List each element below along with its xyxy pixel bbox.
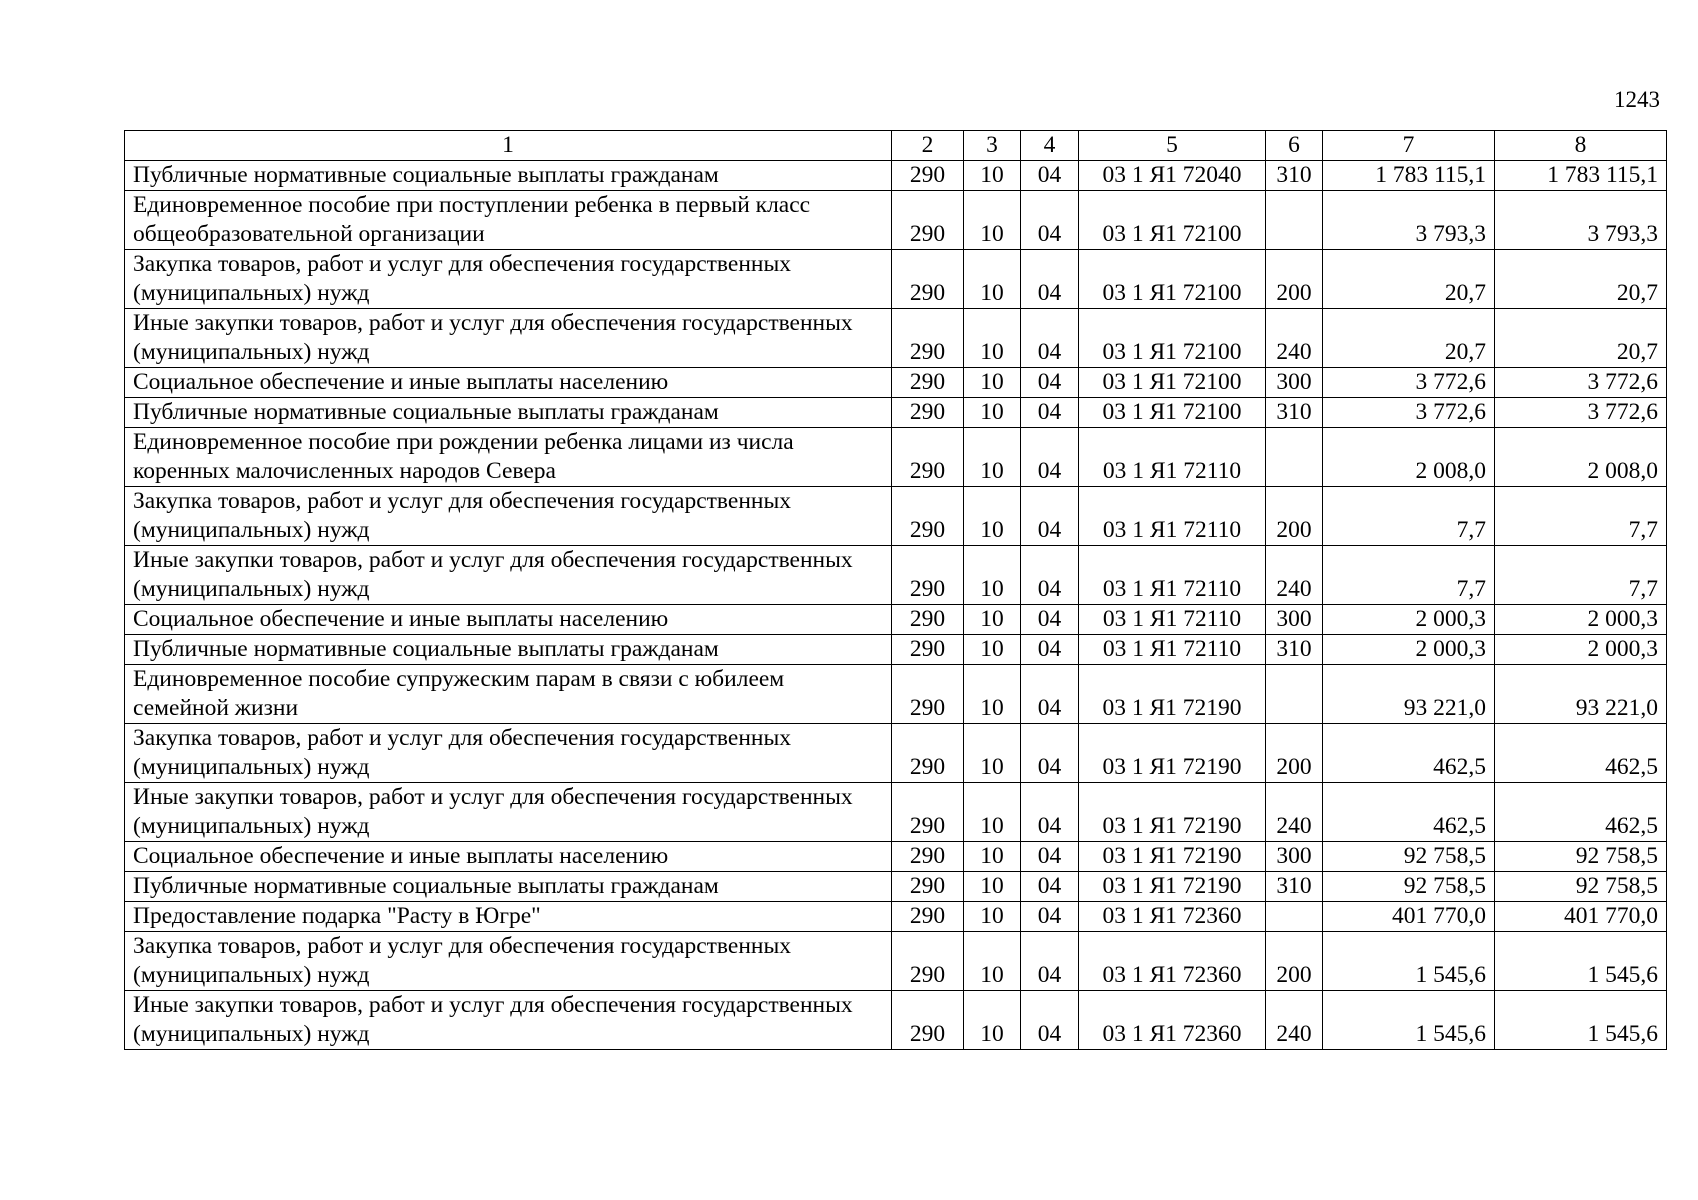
amount-cell: 3 772,6 — [1495, 398, 1667, 428]
subsection-cell: 04 — [1021, 309, 1079, 368]
name-cell: Иные закупки товаров, работ и услуг для обеспечения государственных (муниципальных) нужд — [125, 546, 892, 605]
name-cell: Закупка товаров, работ и услуг для обеспечения государственных (муниципальных) нужд — [125, 250, 892, 309]
budget-table — [124, 130, 1667, 1050]
admin-code-cell: 290 — [892, 250, 964, 309]
page-number: 1243 — [1614, 87, 1660, 112]
target-article-cell: 03 1 Я1 72360 — [1079, 932, 1266, 991]
target-article-cell: 03 1 Я1 72040 — [1079, 161, 1266, 191]
amount-cell: 2 008,0 — [1495, 428, 1667, 487]
expense-type-cell: 240 — [1266, 991, 1323, 1050]
name-cell: Публичные нормативные социальные выплаты гражданам — [125, 872, 892, 902]
expense-type-cell — [1266, 191, 1323, 250]
name-cell: Социальное обеспечение и иные выплаты населению — [125, 842, 892, 872]
expense-type-cell: 240 — [1266, 309, 1323, 368]
section-cell: 10 — [964, 309, 1021, 368]
amount-cell: 1 545,6 — [1495, 991, 1667, 1050]
expense-type-cell: 310 — [1266, 161, 1323, 191]
target-article-cell: 03 1 Я1 72110 — [1079, 605, 1266, 635]
table-row — [125, 546, 1667, 605]
name-cell: Публичные нормативные социальные выплаты гражданам — [125, 635, 892, 665]
admin-code-cell: 290 — [892, 783, 964, 842]
amount-cell: 93 221,0 — [1323, 665, 1495, 724]
subsection-cell: 04 — [1021, 161, 1079, 191]
subsection-cell: 04 — [1021, 902, 1079, 932]
section-cell: 10 — [964, 487, 1021, 546]
admin-code-cell: 290 — [892, 546, 964, 605]
target-article-cell: 03 1 Я1 72190 — [1079, 872, 1266, 902]
table-row — [125, 991, 1667, 1050]
subsection-cell: 04 — [1021, 428, 1079, 487]
subsection-cell: 04 — [1021, 842, 1079, 872]
header-cell-2: 2 — [892, 131, 964, 161]
subsection-cell: 04 — [1021, 368, 1079, 398]
subsection-cell: 04 — [1021, 872, 1079, 902]
amount-cell: 7,7 — [1495, 487, 1667, 546]
target-article-cell: 03 1 Я1 72110 — [1079, 487, 1266, 546]
header-cell-7: 7 — [1323, 131, 1495, 161]
section-cell: 10 — [964, 605, 1021, 635]
name-cell: Закупка товаров, работ и услуг для обеспечения государственных (муниципальных) нужд — [125, 932, 892, 991]
expense-type-cell: 240 — [1266, 783, 1323, 842]
admin-code-cell: 290 — [892, 368, 964, 398]
target-article-cell: 03 1 Я1 72100 — [1079, 250, 1266, 309]
target-article-cell: 03 1 Я1 72100 — [1079, 191, 1266, 250]
target-article-cell: 03 1 Я1 72100 — [1079, 368, 1266, 398]
amount-cell: 92 758,5 — [1495, 872, 1667, 902]
expense-type-cell: 240 — [1266, 546, 1323, 605]
table-row — [125, 902, 1667, 932]
admin-code-cell: 290 — [892, 487, 964, 546]
amount-cell: 20,7 — [1323, 250, 1495, 309]
expense-type-cell: 310 — [1266, 398, 1323, 428]
admin-code-cell: 290 — [892, 428, 964, 487]
admin-code-cell: 290 — [892, 161, 964, 191]
table-row — [125, 161, 1667, 191]
admin-code-cell: 290 — [892, 932, 964, 991]
header-cell-5: 5 — [1079, 131, 1266, 161]
target-article-cell: 03 1 Я1 72110 — [1079, 635, 1266, 665]
table-row — [125, 932, 1667, 991]
amount-cell: 1 545,6 — [1495, 932, 1667, 991]
subsection-cell: 04 — [1021, 546, 1079, 605]
amount-cell: 2 000,3 — [1495, 635, 1667, 665]
expense-type-cell: 200 — [1266, 932, 1323, 991]
table-row — [125, 368, 1667, 398]
table-row — [125, 724, 1667, 783]
subsection-cell: 04 — [1021, 487, 1079, 546]
name-cell: Социальное обеспечение и иные выплаты населению — [125, 605, 892, 635]
header-cell-6: 6 — [1266, 131, 1323, 161]
section-cell: 10 — [964, 872, 1021, 902]
section-cell: 10 — [964, 398, 1021, 428]
target-article-cell: 03 1 Я1 72190 — [1079, 842, 1266, 872]
amount-cell: 401 770,0 — [1323, 902, 1495, 932]
section-cell: 10 — [964, 250, 1021, 309]
subsection-cell: 04 — [1021, 724, 1079, 783]
header-cell-3: 3 — [964, 131, 1021, 161]
expense-type-cell: 200 — [1266, 487, 1323, 546]
amount-cell: 3 772,6 — [1495, 368, 1667, 398]
amount-cell: 3 793,3 — [1495, 191, 1667, 250]
expense-type-cell: 300 — [1266, 605, 1323, 635]
section-cell: 10 — [964, 842, 1021, 872]
target-article-cell: 03 1 Я1 72100 — [1079, 309, 1266, 368]
section-cell: 10 — [964, 783, 1021, 842]
amount-cell: 20,7 — [1495, 250, 1667, 309]
amount-cell: 7,7 — [1495, 546, 1667, 605]
amount-cell: 7,7 — [1323, 487, 1495, 546]
name-cell: Предоставление подарка "Расту в Югре" — [125, 902, 892, 932]
amount-cell: 1 783 115,1 — [1323, 161, 1495, 191]
target-article-cell: 03 1 Я1 72110 — [1079, 428, 1266, 487]
section-cell: 10 — [964, 991, 1021, 1050]
table-row — [125, 783, 1667, 842]
amount-cell: 3 772,6 — [1323, 368, 1495, 398]
expense-type-cell: 310 — [1266, 635, 1323, 665]
table-row — [125, 191, 1667, 250]
name-cell: Закупка товаров, работ и услуг для обеспечения государственных (муниципальных) нужд — [125, 724, 892, 783]
amount-cell: 2 000,3 — [1323, 605, 1495, 635]
amount-cell: 2 008,0 — [1323, 428, 1495, 487]
admin-code-cell: 290 — [892, 605, 964, 635]
subsection-cell: 04 — [1021, 783, 1079, 842]
subsection-cell: 04 — [1021, 605, 1079, 635]
expense-type-cell — [1266, 665, 1323, 724]
expense-type-cell: 310 — [1266, 872, 1323, 902]
header-cell-8: 8 — [1495, 131, 1667, 161]
expense-type-cell: 200 — [1266, 724, 1323, 783]
amount-cell: 2 000,3 — [1495, 605, 1667, 635]
amount-cell: 1 545,6 — [1323, 991, 1495, 1050]
table-row — [125, 872, 1667, 902]
subsection-cell: 04 — [1021, 932, 1079, 991]
target-article-cell: 03 1 Я1 72110 — [1079, 546, 1266, 605]
table-row — [125, 428, 1667, 487]
section-cell: 10 — [964, 635, 1021, 665]
name-cell: Социальное обеспечение и иные выплаты населению — [125, 368, 892, 398]
name-cell: Иные закупки товаров, работ и услуг для обеспечения государственных (муниципальных) нужд — [125, 783, 892, 842]
amount-cell: 1 783 115,1 — [1495, 161, 1667, 191]
admin-code-cell: 290 — [892, 635, 964, 665]
admin-code-cell: 290 — [892, 309, 964, 368]
amount-cell: 20,7 — [1323, 309, 1495, 368]
table-row — [125, 250, 1667, 309]
table-row — [125, 309, 1667, 368]
expense-type-cell — [1266, 902, 1323, 932]
section-cell: 10 — [964, 724, 1021, 783]
admin-code-cell: 290 — [892, 872, 964, 902]
table-body — [125, 131, 1667, 1050]
name-cell: Публичные нормативные социальные выплаты гражданам — [125, 161, 892, 191]
header-cell-1: 1 — [125, 131, 892, 161]
subsection-cell: 04 — [1021, 191, 1079, 250]
section-cell: 10 — [964, 932, 1021, 991]
target-article-cell: 03 1 Я1 72190 — [1079, 783, 1266, 842]
admin-code-cell: 290 — [892, 398, 964, 428]
name-cell: Публичные нормативные социальные выплаты гражданам — [125, 398, 892, 428]
section-cell: 10 — [964, 546, 1021, 605]
table-row — [125, 605, 1667, 635]
name-cell: Иные закупки товаров, работ и услуг для обеспечения государственных (муниципальных) нужд — [125, 991, 892, 1050]
amount-cell: 7,7 — [1323, 546, 1495, 605]
name-cell: Единовременное пособие супружеским парам в связи с юбилеем семейной жизни — [125, 665, 892, 724]
subsection-cell: 04 — [1021, 665, 1079, 724]
target-article-cell: 03 1 Я1 72100 — [1079, 398, 1266, 428]
amount-cell: 92 758,5 — [1323, 872, 1495, 902]
section-cell: 10 — [964, 902, 1021, 932]
name-cell: Единовременное пособие при поступлении ребенка в первый класс общеобразовательной организации — [125, 191, 892, 250]
section-cell: 10 — [964, 161, 1021, 191]
amount-cell: 20,7 — [1495, 309, 1667, 368]
amount-cell: 3 772,6 — [1323, 398, 1495, 428]
table-row — [125, 665, 1667, 724]
section-cell: 10 — [964, 428, 1021, 487]
admin-code-cell: 290 — [892, 724, 964, 783]
table-row — [125, 635, 1667, 665]
subsection-cell: 04 — [1021, 250, 1079, 309]
amount-cell: 462,5 — [1495, 783, 1667, 842]
expense-type-cell: 300 — [1266, 842, 1323, 872]
expense-type-cell — [1266, 428, 1323, 487]
section-cell: 10 — [964, 368, 1021, 398]
amount-cell: 93 221,0 — [1495, 665, 1667, 724]
subsection-cell: 04 — [1021, 635, 1079, 665]
amount-cell: 1 545,6 — [1323, 932, 1495, 991]
amount-cell: 462,5 — [1323, 783, 1495, 842]
subsection-cell: 04 — [1021, 398, 1079, 428]
admin-code-cell: 290 — [892, 191, 964, 250]
name-cell: Закупка товаров, работ и услуг для обеспечения государственных (муниципальных) нужд — [125, 487, 892, 546]
subsection-cell: 04 — [1021, 991, 1079, 1050]
amount-cell: 462,5 — [1323, 724, 1495, 783]
amount-cell: 401 770,0 — [1495, 902, 1667, 932]
table-header-row — [125, 131, 1667, 161]
table-row — [125, 842, 1667, 872]
expense-type-cell: 200 — [1266, 250, 1323, 309]
admin-code-cell: 290 — [892, 991, 964, 1050]
amount-cell: 92 758,5 — [1495, 842, 1667, 872]
admin-code-cell: 290 — [892, 665, 964, 724]
section-cell: 10 — [964, 191, 1021, 250]
amount-cell: 3 793,3 — [1323, 191, 1495, 250]
target-article-cell: 03 1 Я1 72360 — [1079, 991, 1266, 1050]
admin-code-cell: 290 — [892, 902, 964, 932]
target-article-cell: 03 1 Я1 72360 — [1079, 902, 1266, 932]
amount-cell: 462,5 — [1495, 724, 1667, 783]
name-cell: Единовременное пособие при рождении ребенка лицами из числа коренных малочисленных народов Севера — [125, 428, 892, 487]
target-article-cell: 03 1 Я1 72190 — [1079, 665, 1266, 724]
name-cell: Иные закупки товаров, работ и услуг для обеспечения государственных (муниципальных) нужд — [125, 309, 892, 368]
section-cell: 10 — [964, 665, 1021, 724]
target-article-cell: 03 1 Я1 72190 — [1079, 724, 1266, 783]
amount-cell: 2 000,3 — [1323, 635, 1495, 665]
header-cell-4: 4 — [1021, 131, 1079, 161]
expense-type-cell: 300 — [1266, 368, 1323, 398]
admin-code-cell: 290 — [892, 842, 964, 872]
table-row — [125, 398, 1667, 428]
amount-cell: 92 758,5 — [1323, 842, 1495, 872]
table-row — [125, 487, 1667, 546]
